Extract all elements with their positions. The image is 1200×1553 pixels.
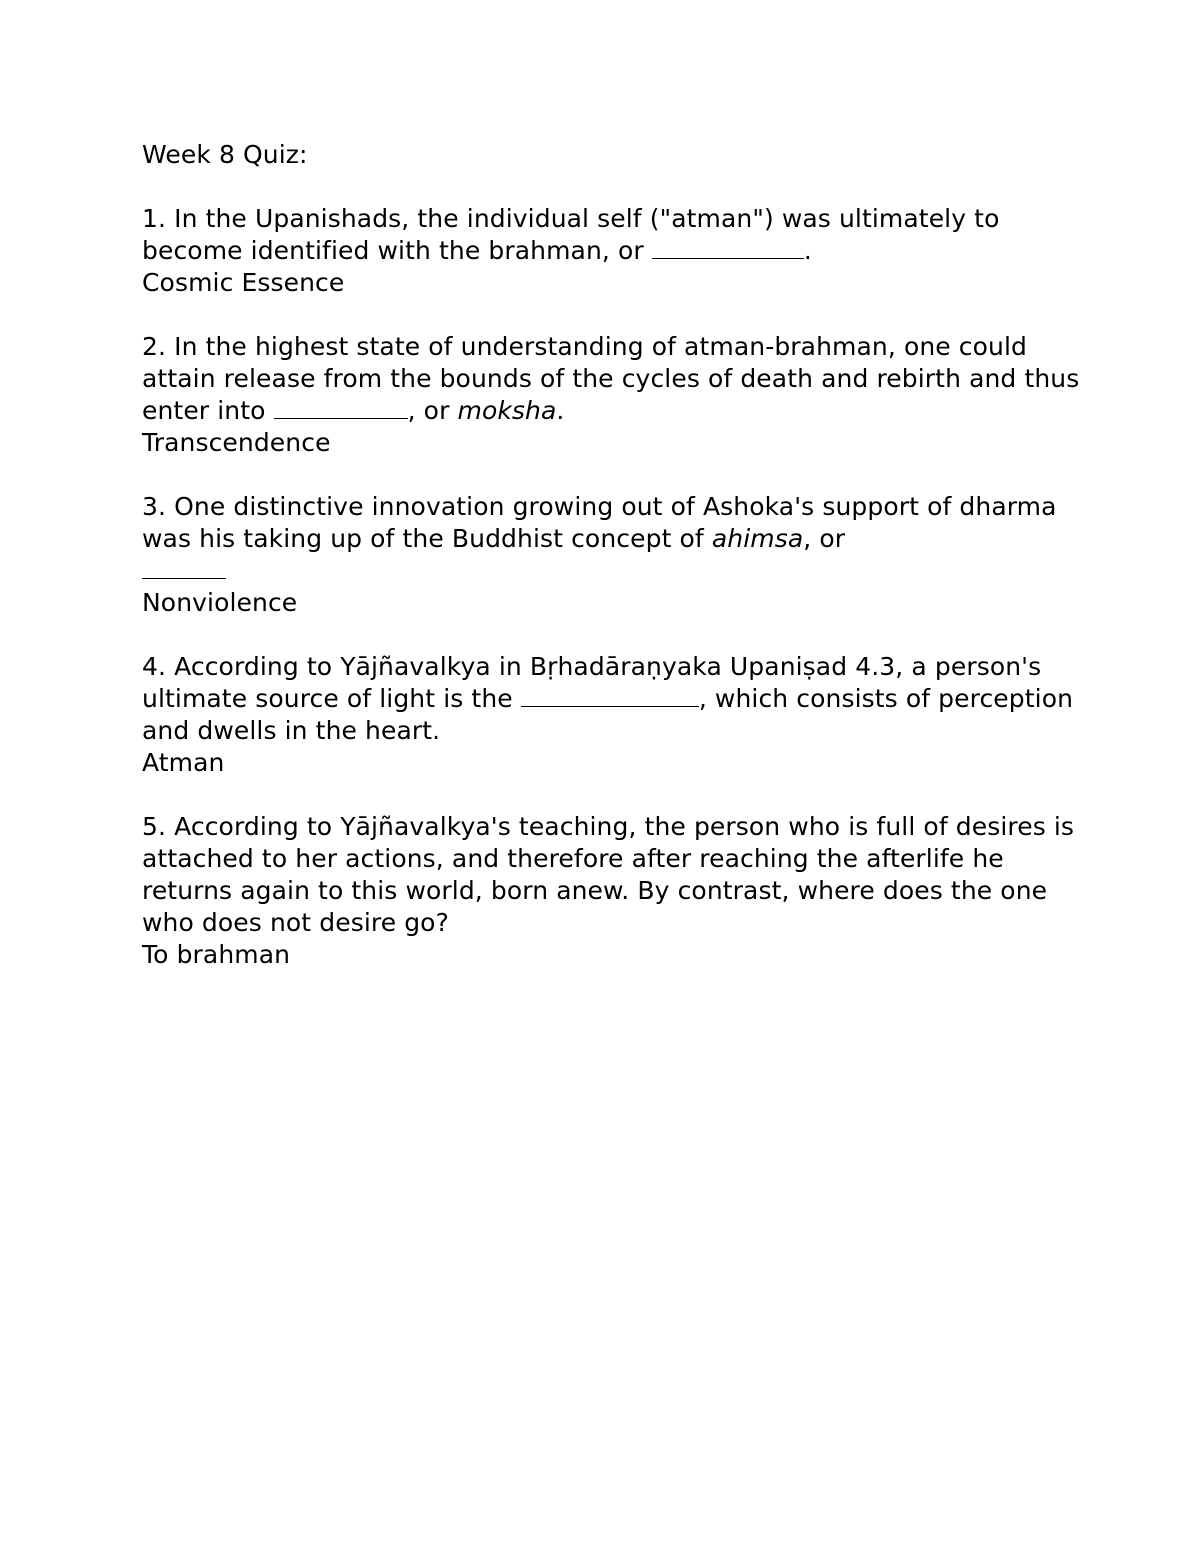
question-text-after: , or <box>803 524 846 553</box>
question-text-mid: , or <box>407 396 450 425</box>
question-text-after: . <box>556 396 565 425</box>
question-5 <box>142 811 1082 971</box>
question-text: According to Yājñavalkya's teaching, the person who is full of desires is attached to her actions, and therefore after reaching the afterlife he returns again to this world, born anew. By contrast, where does the one who does not desire go? <box>142 812 1075 937</box>
answer-blank <box>274 396 408 419</box>
answer-blank <box>521 684 699 707</box>
question-4-text <box>142 651 1082 747</box>
question-5-answer: To brahman <box>142 940 291 969</box>
question-1-answer: Cosmic Essence <box>142 268 345 297</box>
answer-blank-line <box>142 555 1082 587</box>
question-number: 4. <box>142 652 167 681</box>
question-text: In the highest state of understanding of atman-brahman, one could attain release from the bounds of the cycles of death and rebirth and thus enter into <box>142 332 1080 425</box>
question-2-text <box>142 331 1082 427</box>
question-text-after: , which consists of perception and dwells in the heart. <box>142 684 1074 745</box>
question-3 <box>142 491 1082 619</box>
question-2-answer: Transcendence <box>142 428 331 457</box>
question-text: In the Upanishads, the individual self ("atman") was ultimately to become identified with the brahman, or <box>142 204 1000 265</box>
italic-term: moksha <box>457 396 557 425</box>
answer-blank <box>652 236 804 259</box>
question-5-text <box>142 811 1082 939</box>
answer-blank <box>142 558 226 579</box>
question-text-after: . <box>803 236 812 265</box>
question-3-answer: Nonviolence <box>142 588 298 617</box>
italic-term: ahimsa <box>711 524 804 553</box>
question-4-answer: Atman <box>142 748 225 777</box>
quiz-title: Week 8 Quiz: <box>142 140 308 169</box>
question-number: 3. <box>142 492 167 521</box>
question-2 <box>142 331 1082 459</box>
document-page <box>142 139 1082 1003</box>
question-1 <box>142 203 1082 299</box>
question-number: 2. <box>142 332 167 361</box>
question-text: One distinctive innovation growing out of Ashoka's support of dharma was his taking up of the Buddhist concept of <box>142 492 1057 553</box>
question-number: 1. <box>142 204 167 233</box>
question-3-text <box>142 491 1082 555</box>
question-number: 5. <box>142 812 167 841</box>
question-1-text <box>142 203 1082 267</box>
question-4 <box>142 651 1082 779</box>
question-text: According to Yājñavalkya in Bṛhadāraṇyaka Upaniṣad 4.3, a person's ultimate source of light is the <box>142 652 1042 713</box>
